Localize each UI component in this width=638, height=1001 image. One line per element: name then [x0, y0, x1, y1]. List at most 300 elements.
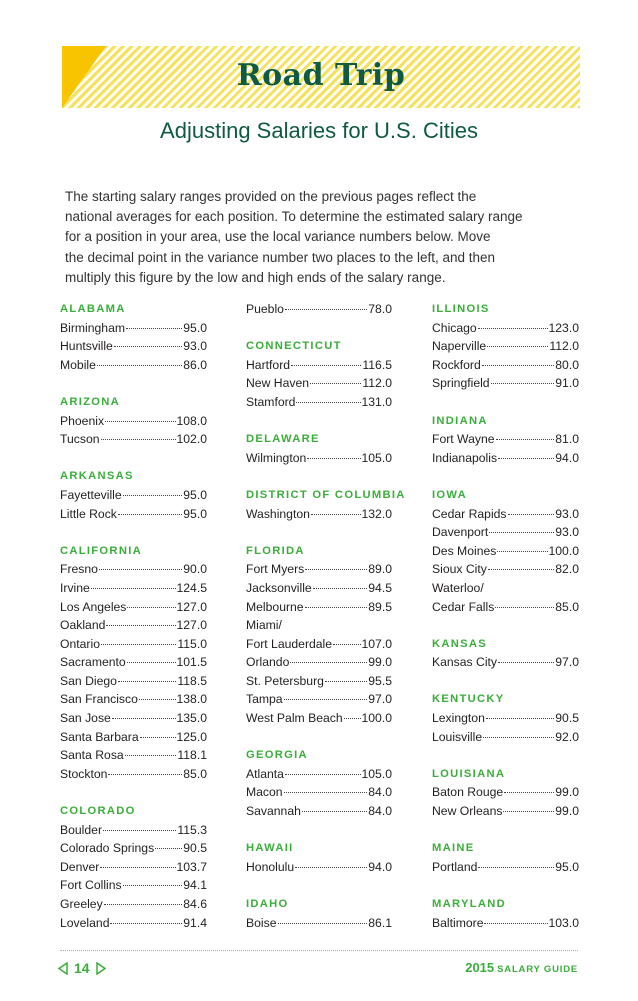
state-heading: HAWAII — [246, 842, 294, 855]
city-row — [432, 728, 579, 747]
variance-value: 102.0 — [176, 432, 207, 447]
city-name: Wilmington — [246, 450, 307, 465]
city-row — [432, 709, 579, 728]
dot-leader — [125, 755, 177, 756]
column-3 — [432, 300, 579, 932]
city-row — [246, 300, 392, 319]
variance-value: 93.0 — [555, 525, 579, 540]
dot-leader — [504, 792, 554, 793]
dot-leader — [498, 662, 554, 663]
page-navigation — [58, 957, 106, 979]
city-row — [432, 356, 579, 375]
city-row — [432, 319, 579, 338]
city-row — [60, 579, 207, 598]
city-name: Washington — [246, 506, 310, 521]
variance-value: 80.0 — [555, 357, 579, 372]
city-name: Irvine — [60, 580, 90, 595]
variance-value: 95.5 — [368, 673, 392, 688]
city-name: Springfield — [432, 376, 490, 391]
variance-value: 127.0 — [176, 618, 207, 633]
city-name: Des Moines — [432, 543, 497, 558]
city-row — [246, 579, 392, 598]
variance-value: 115.3 — [177, 822, 207, 837]
city-name: Honolulu — [246, 859, 295, 874]
state-heading: DISTRICT OF COLUMBIA — [246, 488, 406, 501]
variance-value: 81.0 — [555, 432, 579, 447]
city-row — [432, 783, 579, 802]
city-name: Stockton — [60, 766, 108, 781]
city-name: Tucson — [60, 432, 100, 447]
city-name: Los Angeles — [60, 599, 127, 614]
variance-value: 94.0 — [555, 450, 579, 465]
city-row — [60, 709, 207, 728]
variance-value: 100.0 — [548, 543, 579, 558]
state-heading: MAINE — [432, 842, 475, 855]
city-row — [246, 393, 392, 412]
variance-value: 90.5 — [555, 711, 579, 726]
dot-leader — [106, 625, 175, 626]
column-1 — [60, 300, 207, 932]
dot-leader — [305, 569, 367, 570]
city-row — [60, 876, 207, 895]
guide-name: SALARY GUIDE — [497, 964, 578, 975]
variance-value: 123.0 — [548, 320, 579, 335]
variance-value: 132.0 — [361, 506, 392, 521]
dot-leader — [487, 346, 548, 347]
city-name: Indianapolis — [432, 450, 498, 465]
city-name: Fort Myers — [246, 562, 305, 577]
city-row — [432, 858, 579, 877]
variance-value: 118.1 — [177, 748, 207, 763]
dot-leader — [118, 514, 182, 515]
city-name: San Francisco — [60, 692, 138, 707]
city-name: Davenport — [432, 525, 489, 540]
city-row — [432, 505, 579, 524]
city-name: Sioux City — [432, 562, 487, 577]
variance-value: 135.0 — [176, 711, 207, 726]
intro-line: for a position in your area, use the local variance numbers below. Move — [65, 229, 491, 245]
variance-value: 107.0 — [361, 636, 392, 651]
city-name: Jacksonville — [246, 580, 312, 595]
section-spacer — [432, 616, 579, 635]
dot-leader — [333, 644, 360, 645]
city-row — [432, 653, 579, 672]
intro-paragraph — [65, 187, 585, 288]
dot-leader — [99, 569, 182, 570]
variance-value: 85.0 — [555, 599, 579, 614]
variance-value: 95.0 — [183, 506, 207, 521]
variance-value: 116.5 — [362, 357, 392, 372]
city-row — [246, 449, 392, 468]
city-name: Phoenix — [60, 413, 105, 428]
intro-line: multiply this figure by the low and high ends of the salary range. — [65, 269, 446, 285]
city-row — [432, 430, 579, 449]
city-name: Fort Lauderdale — [246, 636, 333, 651]
section-spacer — [432, 876, 579, 895]
variance-value: 84.6 — [183, 897, 207, 911]
city-row — [432, 337, 579, 356]
city-name: Lexington — [432, 711, 485, 726]
variance-value: 94.1 — [183, 878, 207, 893]
city-row — [60, 505, 207, 524]
dot-leader — [91, 588, 176, 589]
city-name: Fresno — [60, 562, 98, 577]
city-row — [246, 356, 392, 375]
state-heading: DELAWARE — [246, 433, 320, 446]
variance-value: 99.0 — [368, 655, 392, 670]
city-row — [246, 672, 392, 691]
dot-leader — [498, 458, 554, 459]
section-spacer — [246, 728, 392, 747]
city-name: Cedar Rapids — [432, 506, 507, 521]
variance-value: 127.0 — [176, 599, 207, 614]
dot-leader — [112, 718, 176, 719]
dot-leader — [123, 885, 183, 886]
dot-leader — [155, 848, 182, 849]
variance-value: 99.0 — [555, 785, 579, 800]
city-row — [60, 412, 207, 431]
variance-value: 138.0 — [176, 692, 207, 707]
section-spacer — [246, 412, 392, 431]
variance-value: 94.5 — [368, 580, 392, 595]
city-row — [60, 486, 207, 505]
city-row — [246, 560, 392, 579]
state-heading: KENTUCKY — [432, 693, 505, 706]
city-name: Melbourne — [246, 599, 304, 614]
city-row — [60, 430, 207, 449]
variance-value: 99.0 — [555, 804, 579, 819]
city-name: Boise — [246, 915, 277, 930]
intro-line: national averages for each position. To determine the estimated salary range — [65, 209, 523, 225]
city-name: Denver — [60, 859, 100, 874]
city-row — [60, 821, 207, 840]
dot-leader — [139, 699, 176, 700]
city-name: New Haven — [246, 376, 309, 391]
dot-leader — [311, 514, 361, 515]
variance-value: 91.0 — [555, 376, 579, 391]
guide-label — [465, 960, 578, 975]
dot-leader — [489, 532, 554, 533]
city-row — [246, 653, 392, 672]
variance-value: 124.5 — [176, 580, 207, 595]
dot-leader — [305, 607, 368, 608]
variance-value: 118.5 — [177, 673, 207, 688]
variance-value: 85.0 — [183, 766, 207, 781]
variance-value: 86.1 — [368, 915, 392, 930]
dot-leader — [503, 811, 554, 812]
variance-value: 95.0 — [555, 859, 579, 874]
city-name: Fayetteville — [60, 487, 122, 502]
dot-leader — [285, 309, 367, 310]
city-row — [60, 765, 207, 784]
variance-value: 90.0 — [183, 562, 207, 577]
state-heading: GEORGIA — [246, 749, 308, 762]
dot-leader — [100, 867, 175, 868]
city-row — [432, 374, 579, 393]
dot-leader — [296, 402, 360, 403]
section-spacer — [432, 672, 579, 691]
city-name: New Orleans — [432, 804, 503, 819]
city-name: Waterloo/ — [432, 580, 484, 595]
city-name: Atlanta — [246, 766, 284, 781]
city-name: Orlando — [246, 655, 290, 670]
city-row — [432, 598, 579, 617]
city-name: Chicago — [432, 320, 477, 335]
state-heading: LOUISIANA — [432, 767, 506, 780]
city-row — [432, 560, 579, 579]
variance-value: 86.0 — [183, 357, 207, 372]
variance-value: 95.0 — [183, 320, 207, 335]
city-row — [60, 839, 207, 858]
city-name: Little Rock — [60, 506, 117, 521]
variance-value: 82.0 — [555, 562, 579, 577]
state-heading: MARYLAND — [432, 898, 506, 910]
dot-leader — [483, 737, 554, 738]
dot-leader — [495, 607, 554, 608]
city-name: San Diego — [60, 673, 117, 688]
dot-leader — [295, 867, 367, 868]
city-row — [60, 337, 207, 356]
city-row — [60, 319, 207, 338]
state-heading: COLORADO — [60, 805, 136, 818]
variance-value: 90.5 — [183, 841, 207, 856]
city-row — [246, 914, 392, 933]
dot-leader — [313, 588, 368, 589]
page-number: 14 — [74, 960, 90, 976]
city-row — [246, 802, 392, 821]
dot-leader — [284, 699, 368, 700]
city-name: Stamford — [246, 394, 296, 409]
city-name: Mobile — [60, 357, 96, 372]
dot-leader — [123, 495, 183, 496]
city-name: Santa Barbara — [60, 729, 139, 744]
city-row — [246, 374, 392, 393]
dot-leader — [114, 346, 182, 347]
dot-leader — [285, 774, 361, 775]
section-spacer — [432, 393, 579, 412]
city-row — [60, 914, 207, 933]
dot-leader — [101, 439, 176, 440]
city-row — [432, 802, 579, 821]
variance-value: 112.0 — [362, 376, 392, 391]
dot-leader — [497, 551, 547, 552]
city-name: Colorado Springs — [60, 841, 155, 856]
city-row — [246, 616, 392, 635]
city-row — [246, 598, 392, 617]
dot-leader — [110, 923, 182, 924]
city-name: Portland — [432, 859, 478, 874]
city-name: Boulder — [60, 822, 103, 837]
dot-leader — [118, 681, 176, 682]
city-name: Rockford — [432, 357, 481, 372]
city-name: Ontario — [60, 636, 100, 651]
city-name: Santa Rosa — [60, 748, 124, 763]
triangle-left-icon[interactable] — [58, 962, 68, 975]
city-row — [432, 542, 579, 561]
variance-value: 125.0 — [176, 729, 207, 744]
city-name: Oakland — [60, 618, 106, 633]
city-row — [246, 635, 392, 654]
city-row — [60, 895, 207, 914]
section-spacer — [246, 821, 392, 840]
city-row — [246, 765, 392, 784]
state-heading: FLORIDA — [246, 544, 305, 557]
city-row — [60, 746, 207, 765]
variance-value: 105.0 — [361, 450, 392, 465]
city-row — [246, 709, 392, 728]
variance-value: 95.0 — [183, 487, 207, 502]
dot-leader — [140, 737, 176, 738]
state-heading: ILLINOIS — [432, 303, 490, 315]
dot-leader — [291, 365, 361, 366]
variance-value: 84.0 — [368, 804, 392, 819]
city-row — [246, 858, 392, 877]
dot-leader — [126, 328, 182, 329]
dot-leader — [127, 607, 175, 608]
state-heading: INDIANA — [432, 414, 488, 427]
footer-divider — [60, 950, 578, 951]
city-name: San Jose — [60, 711, 111, 726]
dot-leader — [97, 365, 182, 366]
state-heading: IOWA — [432, 488, 468, 501]
state-heading: ARIZONA — [60, 395, 121, 408]
variance-value: 100.0 — [361, 711, 392, 726]
city-name: Huntsville — [60, 339, 113, 354]
dot-leader — [325, 681, 367, 682]
variance-value: 93.0 — [183, 339, 207, 354]
dot-leader — [478, 867, 554, 868]
variance-value: 89.0 — [368, 562, 392, 577]
city-name: Macon — [246, 785, 283, 800]
city-name: Loveland — [60, 915, 110, 930]
dot-leader — [101, 644, 176, 645]
dot-leader — [496, 439, 555, 440]
city-row — [60, 635, 207, 654]
state-heading: CALIFORNIA — [60, 544, 142, 557]
dot-leader — [284, 792, 368, 793]
city-row — [246, 505, 392, 524]
city-name: Savannah — [246, 804, 301, 819]
city-name: West Palm Beach — [246, 711, 343, 726]
column-2 — [246, 300, 406, 932]
dot-leader — [491, 383, 555, 384]
dot-leader — [486, 718, 554, 719]
city-name: Kansas City — [432, 655, 498, 670]
dot-leader — [508, 514, 555, 515]
city-row — [246, 690, 392, 709]
dot-leader — [307, 458, 360, 459]
city-row — [432, 579, 579, 598]
variance-value: 131.0 — [361, 394, 392, 409]
city-name: Birmingham — [60, 320, 126, 335]
variance-value: 91.4 — [183, 915, 207, 930]
dot-leader — [482, 365, 554, 366]
city-row — [60, 672, 207, 691]
city-name: Sacramento — [60, 655, 126, 670]
city-row — [432, 523, 579, 542]
variance-value: 93.0 — [555, 506, 579, 521]
state-heading: IDAHO — [246, 898, 289, 910]
state-heading: CONNECTICUT — [246, 340, 342, 353]
city-row — [60, 858, 207, 877]
city-name: Louisville — [432, 729, 483, 744]
city-name: St. Petersburg — [246, 673, 324, 688]
dot-leader — [302, 811, 367, 812]
city-row — [432, 914, 579, 933]
dot-leader — [310, 383, 361, 384]
variance-value: 101.5 — [176, 655, 207, 670]
city-name: Baton Rouge — [432, 785, 504, 800]
city-row — [432, 449, 579, 468]
section-spacer — [246, 523, 392, 542]
variance-value: 92.0 — [555, 729, 579, 744]
section-spacer — [246, 319, 392, 338]
state-heading: ALABAMA — [60, 303, 126, 315]
section-spacer — [60, 449, 207, 468]
city-name: Miami/ — [246, 618, 282, 633]
variance-value: 105.0 — [361, 766, 392, 781]
city-name: Baltimore — [432, 915, 484, 930]
variance-value: 108.0 — [176, 413, 207, 428]
variance-value: 97.0 — [368, 692, 392, 707]
dot-leader — [127, 662, 176, 663]
dot-leader — [103, 830, 176, 831]
city-row — [60, 616, 207, 635]
city-name: Cedar Falls — [432, 599, 495, 614]
section-spacer — [60, 523, 207, 542]
state-heading: KANSAS — [432, 637, 488, 650]
city-row — [60, 356, 207, 375]
city-row — [246, 783, 392, 802]
dot-leader — [104, 904, 183, 905]
section-spacer — [60, 783, 207, 802]
dot-leader — [278, 923, 368, 924]
variance-value: 103.7 — [176, 859, 207, 874]
section-spacer — [246, 876, 392, 895]
section-spacer — [432, 746, 579, 765]
city-row — [60, 560, 207, 579]
intro-line: The starting salary ranges provided on the previous pages reflect the — [65, 189, 477, 204]
variance-value: 78.0 — [368, 302, 392, 316]
page-title: Road Trip — [236, 58, 406, 93]
dot-leader — [344, 718, 361, 719]
city-row — [60, 728, 207, 747]
city-name: Hartford — [246, 357, 291, 372]
variance-value: 112.0 — [549, 339, 579, 354]
dot-leader — [290, 662, 367, 663]
variance-value: 94.0 — [368, 859, 392, 874]
variance-value: 97.0 — [555, 655, 579, 670]
city-row — [60, 598, 207, 617]
variance-value: 115.0 — [177, 636, 207, 651]
dot-leader — [484, 923, 547, 924]
dot-leader — [478, 328, 548, 329]
section-spacer — [432, 467, 579, 486]
city-name: Naperville — [432, 339, 487, 354]
section-spacer — [246, 467, 392, 486]
state-heading: ARKANSAS — [60, 470, 134, 483]
city-name: Greeley — [60, 897, 103, 911]
variance-value: 103.0 — [548, 915, 579, 930]
variance-value: 84.0 — [368, 785, 392, 800]
triangle-right-icon[interactable] — [96, 962, 106, 975]
dot-leader — [105, 421, 175, 422]
city-name: Fort Wayne — [432, 432, 495, 447]
variance-value: 89.5 — [368, 599, 392, 614]
page-subtitle: Adjusting Salaries for U.S. Cities — [160, 118, 478, 143]
city-name: Tampa — [246, 692, 283, 707]
section-spacer — [60, 374, 207, 393]
